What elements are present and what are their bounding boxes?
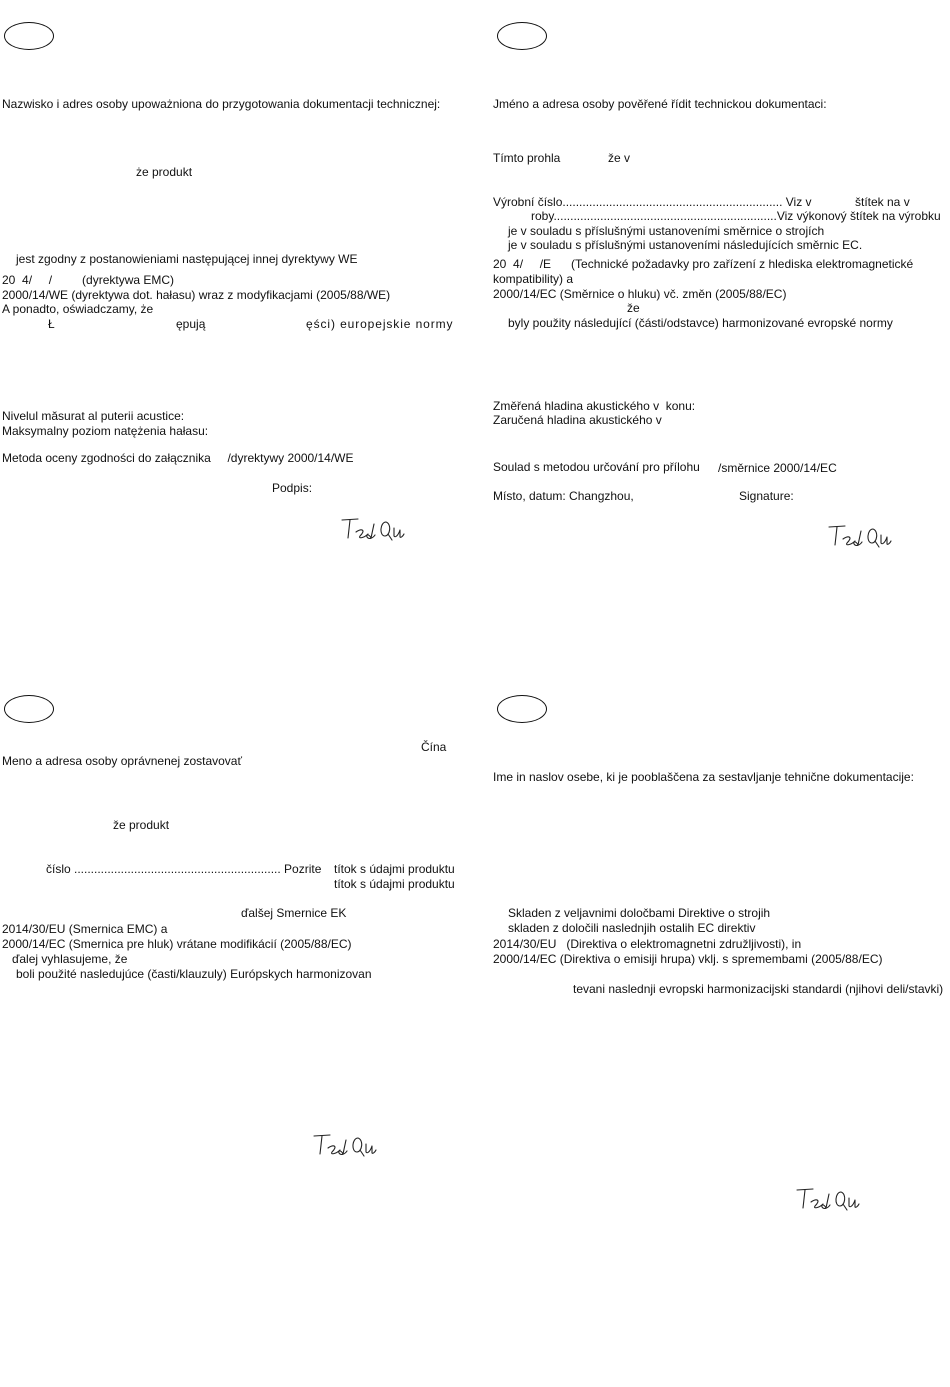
declare-line: ďalej vyhlasujeme, že [12, 952, 128, 966]
standards-fragment-2: ępują [176, 317, 206, 331]
measured-level-label: Změřená hladina akustického v konu: [493, 399, 696, 413]
method-fragment-2: /směrnice 2000/14/EC [718, 461, 837, 475]
country-label: Čína [421, 740, 447, 754]
language-badge [497, 695, 547, 723]
serial-number-line: Výrobní číslo.................................................................. Viz v [493, 195, 812, 209]
declare-line: A ponadto, oświadczamy, że [2, 302, 154, 316]
emc-directive-line: 2014/30/EU (Direktiva o elektromagnetni združljivosti), in [493, 937, 802, 951]
signature-label: Podpis: [272, 481, 313, 495]
emc-directive-line: 2014/30/EU (Smernica EMC) a [2, 922, 168, 936]
auth-person-label: Ime in naslov osebe, ki je pooblaščena za sestavljanje tehnične dokumentacije: [493, 770, 914, 784]
product-label: že produkt [113, 818, 170, 832]
declaration-czech [475, 0, 950, 690]
declare-fragment-2: že v [608, 151, 631, 165]
declaration-polish [0, 0, 475, 690]
noise-directive-line: 2000/14/EC (Direktiva o emisiji hrupa) vklj. s spremembami (2005/88/EC) [493, 952, 883, 966]
language-badge [497, 22, 547, 50]
other-directive-label: ďalšej Smernice EK [241, 906, 347, 920]
auth-person-label: Meno a adresa osoby oprávnenej zostavovať [2, 754, 242, 768]
other-directives-compliance: je v souladu s příslušnými ustanoveními následujících směrnic EC. [508, 238, 863, 252]
standards-line: tevani naslednji evropski harmonizacijski standardi (njihovi deli/stavki) [573, 982, 944, 996]
noise-directive-line: 2000/14/EC (Smernica pre hluk) vrátane modifikácií (2005/88/EC) [2, 937, 352, 951]
year-line: roby...................................................................Viz výkonový štítek na výrobku [531, 209, 941, 223]
emc-directive-line: 20 4/ /E (Technické požadavky pro zařízení z hlediska elektromagnetické [493, 257, 914, 271]
product-label: że produkt [136, 165, 193, 179]
standards-line: byly použity následující (části/odstavce) harmonizované evropské normy [508, 316, 893, 330]
standards-fragment-1: Ł [48, 317, 55, 331]
ze-fragment: že [627, 301, 640, 315]
auth-person-label: Nazwisko i adres osoby upoważniona do przygotowania dokumentacji technicznej: [2, 97, 441, 111]
serial-tag-fragment-1: títok s údajmi produktu [334, 862, 455, 876]
handwritten-signature [310, 1130, 382, 1160]
measured-level-label: Nivelul măsurat al puterii acustice: [2, 409, 185, 423]
other-directives-compliance: skladen z določili naslednjih ostalih EC direktiv [508, 921, 756, 935]
machinery-compliance: je v souladu s příslušnými ustanoveními směrnice o strojích [508, 224, 825, 238]
handwritten-signature [338, 514, 410, 544]
noise-directive-line: 2000/14/WE (dyrektywa dot. hałasu) wraz z modyfikacjami (2005/88/WE) [2, 288, 391, 302]
serial-number-line: číslo .............................................................. Pozrite [46, 862, 322, 876]
serial-tag-fragment: štítek na v [855, 195, 910, 209]
auth-person-label: Jméno a adresa osoby pověřené řídit technickou dokumentaci: [493, 97, 827, 111]
max-level-label: Maksymalny poziom natężenia hałasu: [2, 424, 209, 438]
declaration-slovak [0, 690, 475, 1387]
machinery-compliance: Skladen z veljavnimi določbami Direktive o strojih [508, 906, 771, 920]
serial-tag-fragment-2: títok s údajmi produktu [334, 877, 455, 891]
emc-directive-line-2: kompatibility) a [493, 272, 574, 286]
handwritten-signature [793, 1184, 865, 1214]
language-badge [4, 695, 54, 723]
language-badge [4, 22, 54, 50]
emc-directive-line: 20 4/ / (dyrektywa EMC) [2, 273, 175, 287]
place-date-label: Místo, datum: Changzhou, [493, 489, 634, 503]
declaration-slovenian [475, 690, 950, 1387]
method-fragment-1: Soulad s metodou určování pro přílohu [493, 460, 700, 474]
conformity-statement: jest zgodny z postanowieniami następującej innej dyrektywy WE [16, 252, 358, 266]
declare-fragment-1: Tímto prohla [493, 151, 561, 165]
standards-line: boli použité nasledujúce (časti/klauzuly) Európskych harmonizovan [16, 967, 372, 981]
assessment-method-line: Metoda oceny zgodności do załącznika /dyrektywy 2000/14/WE [2, 451, 354, 465]
guaranteed-level-label: Zaručená hladina akustického v [493, 413, 662, 427]
handwritten-signature [825, 521, 897, 551]
signature-label: Signature: [739, 489, 794, 503]
noise-directive-line: 2000/14/EC (Směrnice o hluku) vč. změn (2005/88/EC) [493, 287, 787, 301]
standards-fragment-3: ęści) europejskie normy [306, 317, 454, 331]
